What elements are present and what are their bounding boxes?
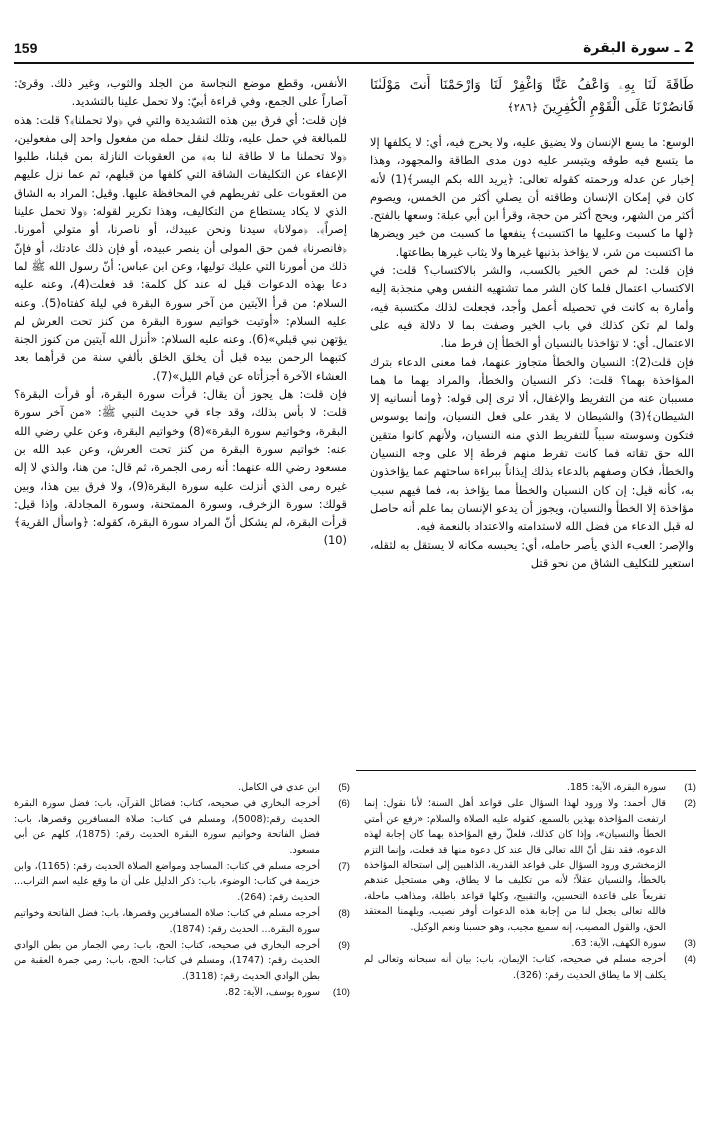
footnote-text: أخرجه البخاري في صحيحه، كتاب: الحج، باب: رمي الجمار من بطن الوادي الحديث رقم: (1747)، ومسلم في كتاب: الحج، باب: رمي جمرة العقبة من بطن الوادي الحديث رقم: (3118). bbox=[14, 940, 321, 982]
footnote-number: (8) bbox=[338, 908, 350, 920]
page-header bbox=[14, 40, 694, 64]
running-title: 2 ـ سورة البقرة bbox=[583, 40, 694, 56]
footnote-text: سورة الكهف، الآية: 63. bbox=[571, 938, 666, 950]
footnote-text: أخرجه مسلم في صحيحه، كتاب: الإيمان، باب: بيان أنه سبحانه وتعالى لم يكلف إلا ما يطاق الحديث رقم: (326). bbox=[364, 954, 666, 981]
page-number: 159 bbox=[14, 40, 38, 56]
footnote-text: سورة البقرة، الآية: 185. bbox=[566, 782, 666, 793]
footnote bbox=[14, 906, 350, 937]
quran-verse bbox=[370, 74, 694, 119]
footnote-text: سورة يوسف، الآية: 82. bbox=[225, 987, 320, 999]
footnote bbox=[364, 936, 696, 951]
footnote bbox=[14, 985, 350, 1000]
verse-text: طَاقَةَ لَنَا بِهِۦ وَاعْفُ عَنَّا وَاغْفِرْ لَنَا وَارْحَمْنَا أَنتَ مَوْلَىٰنَا فَانصُرْنَا عَلَى الْقَوْمِ الْكَٰفِرِينَ bbox=[370, 77, 694, 115]
footnote-number: (3) bbox=[684, 938, 696, 950]
verse-number: ﴿٢٨٦﴾ bbox=[507, 101, 539, 114]
paragraph: فإن قلت(2): النسيان والخطأ متجاوز عنهما، فما معنى الدعاء بترك المؤاخذة بهما؟ قلت: ذكر النسيان والخطأ، والمراد بهما ما هما مسببان عنه من التفريط والإغفال، ألا ترى إلى قوله: ﴿وما أنسانيه إلا الشيطان﴾(3) والشيطان لا يقدر على فعل النسيان، وإنما يوسوس فتكون وسوسته سبباً للتفريط الذي منه النسيان، ولأنهم كانوا متقين الله حق تقاته فما كانت تفرط منهم فرطة إلا على وجه النسيان والخطأ، فكان وصفهم بالدعاء بذلك إيذاناً ببراءة ساحتهم عما يؤاخذون به، كأنه قيل: إن كان النسيان والخطأ مما يؤاخذ به، فما فيهم سبب مؤاخذة إلا الخطأ والنسيان، ويجوز أن يدعو الإنسان بما علم أنه حاصل له قبل الدعاء من فضل الله لاستدامته والاعتداد بالنعمة فيه. bbox=[370, 354, 694, 534]
footnote-text: أخرجه مسلم في كتاب: صلاة المسافرين وقصرها، باب: فضل الفاتحة وخواتيم سورة البقرة... الحديث رقم: (1874). bbox=[14, 908, 320, 935]
footnote-number: (1) bbox=[684, 782, 696, 793]
footnote bbox=[364, 780, 696, 795]
paragraph: الوسع: ما يسع الإنسان ولا يضيق عليه، ولا يحرج فيه، أي: لا يكلفها إلا ما يتسع فيه طوقه ويتيسر عليه دون مدى الطاقة والمجهود، وهذا إخبار عن عدله ورحمته كقوله تعالى: ﴿يريد الله بكم اليسر﴾(1) لأنه كان في إمكان الإنسان وطاقته أن يصلي أكثر من الخمس، ويصوم أكثر من الشهر، ويحج أكثر من حجة، وقرأ ابن أبي عبلة: وسعها بالفتح. ﴿لها ما كسبت وعليها ما اكتسبت﴾ ينفعها ما كسبت من خير ويضرها ما اكتسبت من شر، لا يؤاخذ بذنبها غيرها ولا يثاب غيرها بطاعتها. bbox=[370, 135, 694, 259]
main-column-right bbox=[370, 74, 694, 756]
footnote-text: أخرجه البخاري في صحيحه، كتاب: فضائل القرآن، باب: فضل سورة البقرة الحديث رقم:(5008)، ومسلم في كتاب: صلاة المسافرين وقصرها، باب: فضل الفاتحة وخواتيم سورة البقرة الحديث رقم: (1875)، كلهم عن أبي مسعود. bbox=[14, 798, 320, 856]
footnote-number: (2) bbox=[684, 798, 696, 810]
footnote bbox=[364, 952, 696, 983]
footnote-number: (4) bbox=[684, 954, 696, 966]
paragraph: فإن قلت: أي فرق بين هذه التشديدة والتي في ﴿ولا تحملنا﴾؟ قلت: هذه للمبالغة في حمل عليه، وتلك لنقل حمله من مفعول واحد إلى مفعولين، ﴿ولا تحملنا ما لا طاقة لنا به﴾ من العقوبات النازلة بمن قبلنا، طلبوا الإعفاء عن التكليفات الشاقة التي كلفها من قبلهم، ثم عما نزل عليهم من العقوبات على تفريطهم في المحافظة عليها. وقيل: المراد به الشاق الذي لا يكاد يستطاع من التكاليف، وهذا تكرير لقوله: ﴿ولا تحمل علينا إصراً﴾. ﴿مولانا﴾ سيدنا ونحن عبيدك، أو ناصرنا، أو متولي أمورنا. ﴿فانصرنا﴾ فمن حق المولى أن ينصر عبيده، أو فإن ذلك عادتك، أو فإنّ ذلك من أمورنا التي عليك توليها، وعن ابن عباس: أنّ رسول الله ﷺ لما دعا بهذه الدعوات قيل له عند كل كلمة: قد فعلت(4)، وعنه عليه السلام: من قرأ الآيتين من آخر سورة البقرة في ليلة كفتاه(5). وعنه عليه السلام: «أوتيت خواتيم سورة البقرة من كنز تحت العرش لم يؤتهن نبي قبلي»(6). وعنه عليه السلام: «أنزل الله آيتين من كنوز الجنة كتبهما الرحمن بيده قبل أن يخلق الخلق بألفي سنة من قرأهما بعد العشاء الآخرة أجزأتاه عن قيام الليل»(7). bbox=[14, 112, 347, 383]
footnotes-right bbox=[364, 780, 696, 1124]
footnote-number: (9) bbox=[338, 940, 350, 952]
footnote bbox=[364, 796, 696, 935]
footnote-divider bbox=[356, 770, 696, 771]
footnote-text: أخرجه مسلم في كتاب: المساجد ومواضع الصلاة الحديث رقم: (1165)، وابن خزيمة في كتاب: الوضوء، باب: ذكر الدليل على أن ما وقع عليه اسم التراب... الحديث رقم: (264). bbox=[14, 861, 320, 903]
footnote-number: (6) bbox=[338, 798, 350, 810]
main-column-left bbox=[14, 74, 347, 756]
footnote bbox=[14, 796, 350, 858]
paragraph: فإن قلت: هل يجوز أن يقال: قرأت سورة البقرة، أو قرأت البقرة؟ قلت: لا بأس بذلك، وقد جاء في حديث النبي ﷺ: «من آخر سورة البقرة، وخواتيم سورة البقرة»(8) وخواتيم البقرة، وعن علي رضي الله عنه: خواتيم سورة البقرة من كنز تحت العرش، وعن عبد الله بن مسعود رضي الله عنهما: أنه رمى الجمرة، ثم قال: من هنا، والذي لا إله غيره رمى الذي أنزلت عليه سورة البقرة(9)، ولا فرق بين هذا، وبين قولك: سورة الزخرف، وسورة الممتحنة، وسورة المجادلة. وإذا قيل: قرأت البقرة، لم يشكل أنّ المراد سورة البقرة، كقوله: ﴿واسأل القرية﴾(10) bbox=[14, 387, 347, 548]
footnote-text: ابن عدي في الكامل. bbox=[238, 782, 320, 793]
footnote-number: (5) bbox=[338, 782, 350, 793]
paragraph: والإصر: العبء الذي يأصر حامله، أي: يحبسه مكانه لا يستقل به لثقله، استعير للتكليف الشاق من نحو قتل bbox=[370, 537, 694, 570]
footnote-text: قال أحمد: ولا ورود لهذا السؤال على قواعد أهل السنة؛ لأنا نقول: إنما ارتفعت المؤاخذة بهذين بالسمع، كقوله عليه الصلاة والسلام: «رفع عن أمتي الخطأ والنسيان»، وإذا كان كذلك، فلعلّ رفع المؤاخذة بهما كان إجابة لهذه الدعوة، فقد نقل أنّ الله تعالى قال عند كل دعوة منها قد فعلت، وإنما التزم الزمخشري ورود السؤال على قواعد القدرية، الذاهبين إلى استحالة المؤاخذة بالخطأ، والنسيان عقلاً؛ لأنه من تكليف ما لا يطاق، وهي مستحيل عندهم تفريعاً على قاعدة التحسين، والتقبيح، وكلها قواعد باطلة، ومذاهب ماحلة، فالله تعالى يجعل لنا من إجابة هذه الدعوات أوفر نصيب، ويلهمنا المعتقد الحق، والقول المصيب، إنه سميع مجيب، وهو حسبنا ونعم الوكيل. bbox=[364, 798, 666, 933]
footnote-number: (7) bbox=[338, 861, 350, 873]
footnote bbox=[14, 859, 350, 905]
footnote-number: (10) bbox=[332, 987, 350, 999]
paragraph: الأنفس، وقطع موضع النجاسة من الجلد والثوب، وغير ذلك. وقرئ: آصاراً على الجمع، وفي قراءة أبيّ: ولا تحمل علينا بالتشديد. bbox=[14, 76, 347, 109]
footnotes-left bbox=[14, 780, 350, 1124]
footnote bbox=[14, 780, 350, 795]
footnote bbox=[14, 938, 350, 984]
paragraph: فإن قلت: لم خص الخير بالكسب، والشر بالاكتساب؟ قلت: في الاكتساب اعتمال فلما كان الشر مما تشتهيه النفس وهي منجذبة إليه وأمارة به كانت في تحصيله أعمل وأجد، فجعلت لذلك مكتسبة فيه، ولما لم تكن كذلك في باب الخير وصفت بما لا دلالة فيه على الاعتمال. أي: لا تؤاخذنا بالنسيان أو الخطأ إن فرط منا. bbox=[370, 263, 694, 351]
